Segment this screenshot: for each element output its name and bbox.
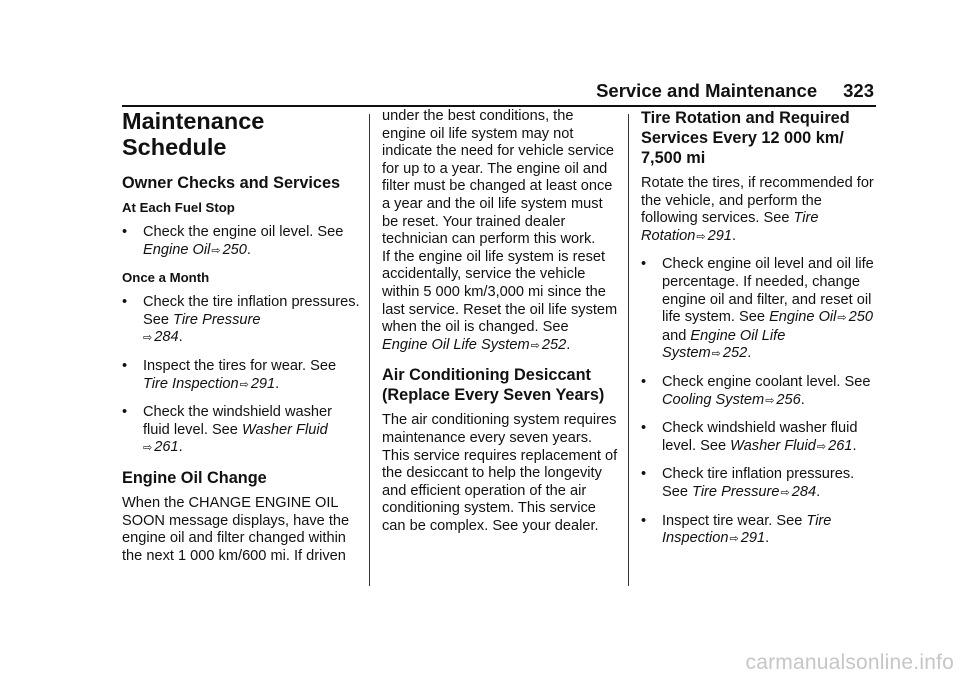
- page-ref[interactable]: 250: [222, 241, 247, 258]
- monthly-item: • Check the tire inflation pressures. See Tire Pressure ⇨ 284.: [122, 294, 360, 346]
- ac-desiccant-text: The air conditioning system requires maintenance every seven years. This service requires replacement of the desiccant to help the longevity and efficient operation of the air conditioning system. This service can be complex. See your dealer.: [382, 412, 618, 534]
- page-ref-arrow-icon: ⇨: [239, 378, 249, 391]
- ac-desiccant-heading: Air Conditioning Desiccant (Replace Every Seven Years): [382, 366, 605, 405]
- cross-reference-link[interactable]: Engine Oil: [769, 309, 837, 326]
- section-title: Service and Maintenance: [596, 80, 818, 101]
- tire-rotation-heading: Tire Rotation and Required Services Every 12 000 km/ 7,500 mi: [641, 109, 850, 167]
- page-ref[interactable]: 256: [776, 391, 801, 408]
- owner-checks-heading: Owner Checks and Services: [122, 174, 341, 192]
- service-item: • Inspect tire wear. See Tire Inspection⇨ 291.: [641, 512, 832, 547]
- page-ref-arrow-icon: ⇨: [711, 348, 721, 361]
- page-ref-arrow-icon: ⇨: [696, 230, 706, 243]
- column-divider-2: [628, 114, 629, 586]
- page-ref[interactable]: 261: [828, 437, 853, 454]
- cross-reference-link[interactable]: Tire Rotation: [641, 210, 819, 244]
- oil-change-text: When the CHANGE ENGINE OIL SOON message displays, have the engine oil and filter changed within the next 1 000 km/600 mi. If driven: [122, 494, 350, 564]
- page-ref[interactable]: 261: [154, 439, 179, 456]
- cross-reference-link[interactable]: Tire Inspection: [662, 512, 832, 547]
- monthly-heading: Once a Month: [122, 270, 210, 286]
- chapter-title: Maintenance Schedule: [122, 108, 265, 160]
- page-ref-arrow-icon: ⇨: [816, 440, 827, 453]
- column-divider-1: [369, 114, 370, 586]
- bullet: •: [641, 420, 647, 437]
- page-ref[interactable]: 284: [154, 329, 179, 346]
- page-ref[interactable]: 252: [541, 336, 567, 353]
- cross-reference-link[interactable]: Engine Oil Life System: [382, 336, 530, 353]
- page-ref-arrow-icon: ⇨: [837, 312, 847, 325]
- bullet: •: [122, 294, 128, 311]
- page-ref[interactable]: 284: [791, 483, 817, 500]
- column-1: [122, 108, 362, 575]
- fuel-stop-heading: At Each Fuel Stop: [122, 200, 235, 215]
- bullet: •: [641, 373, 647, 390]
- cross-reference-link[interactable]: Tire Inspection: [143, 375, 239, 392]
- page-number: 323: [843, 80, 874, 101]
- bullet: •: [122, 357, 128, 374]
- column-2: [382, 108, 618, 545]
- fuel-stop-item: • Check the engine oil level. See Engine Oil⇨ 250.: [122, 224, 344, 258]
- page-ref[interactable]: 252: [722, 345, 748, 362]
- page-ref-arrow-icon: ⇨: [143, 442, 153, 455]
- watermark: carmanualsonline.info: [745, 651, 954, 674]
- cross-reference-link[interactable]: Washer Fluid: [730, 437, 816, 454]
- service-item: • Check tire inflation pressures. See Tire Pressure⇨ 284.: [641, 466, 855, 500]
- page-header: [596, 80, 874, 102]
- page-ref[interactable]: 291: [740, 530, 766, 547]
- column-3: [641, 108, 877, 559]
- tire-rotation-intro: Rotate the tires, if recommended for the vehicle, and perform the following services. See Tire Rotation⇨ 291.: [641, 175, 874, 244]
- bullet: •: [641, 256, 647, 273]
- bullet: •: [122, 404, 128, 421]
- cross-reference-link[interactable]: Washer Fluid: [241, 421, 328, 438]
- cross-reference-link[interactable]: Engine Oil: [143, 241, 211, 258]
- page-ref-arrow-icon: ⇨: [729, 533, 739, 546]
- page-ref-arrow-icon: ⇨: [211, 244, 221, 257]
- page-ref-arrow-icon: ⇨: [530, 339, 540, 352]
- service-item: • Check engine oil level and oil life percentage. If needed, change engine oil and filter, and reset oil life system. See Engine Oil⇨ 250 and Engine Oil Life System⇨ 252.: [641, 256, 874, 362]
- bullet: •: [122, 224, 128, 240]
- page-ref-arrow-icon: ⇨: [143, 332, 153, 345]
- page-ref[interactable]: 250: [848, 309, 873, 326]
- oil-change-continued: under the best conditions, the engine oil life system may not indicate the need for vehicle service for up to a year. The engine oil and filter must be changed at least once a year and the oil life system must be reset. Your trained dealer technician can perform this work.: [382, 108, 615, 248]
- oil-change-heading: Engine Oil Change: [122, 468, 267, 487]
- service-item: • Check engine coolant level. See Cooling System⇨ 256.: [641, 373, 871, 408]
- cross-reference-link[interactable]: Engine Oil Life System: [662, 327, 786, 362]
- page-ref[interactable]: 291: [250, 375, 276, 392]
- monthly-item: • Check the windshield washer fluid level. See Washer Fluid ⇨ 261.: [122, 404, 333, 456]
- page-ref-arrow-icon: ⇨: [765, 394, 775, 407]
- bullet: •: [641, 512, 647, 529]
- page-ref-arrow-icon: ⇨: [780, 486, 790, 499]
- bullet: •: [641, 466, 647, 483]
- service-item: • Check windshield washer fluid level. See Washer Fluid⇨ 261.: [641, 420, 858, 454]
- monthly-item: • Inspect the tires for wear. See Tire Inspection⇨ 291.: [122, 357, 337, 392]
- cross-reference-link[interactable]: Tire Pressure: [173, 311, 261, 328]
- oil-reset-paragraph: If the engine oil life system is reset accidentally, service the vehicle within 5 000 km/3,000 mi since the last service. Reset the oil life system when the oil is changed. See Engine Oil Life System⇨ 252.: [382, 248, 618, 353]
- page-ref[interactable]: 291: [707, 227, 732, 244]
- cross-reference-link[interactable]: Tire Pressure: [692, 483, 780, 500]
- cross-reference-link[interactable]: Cooling System: [662, 391, 765, 408]
- header-rule: [122, 105, 876, 107]
